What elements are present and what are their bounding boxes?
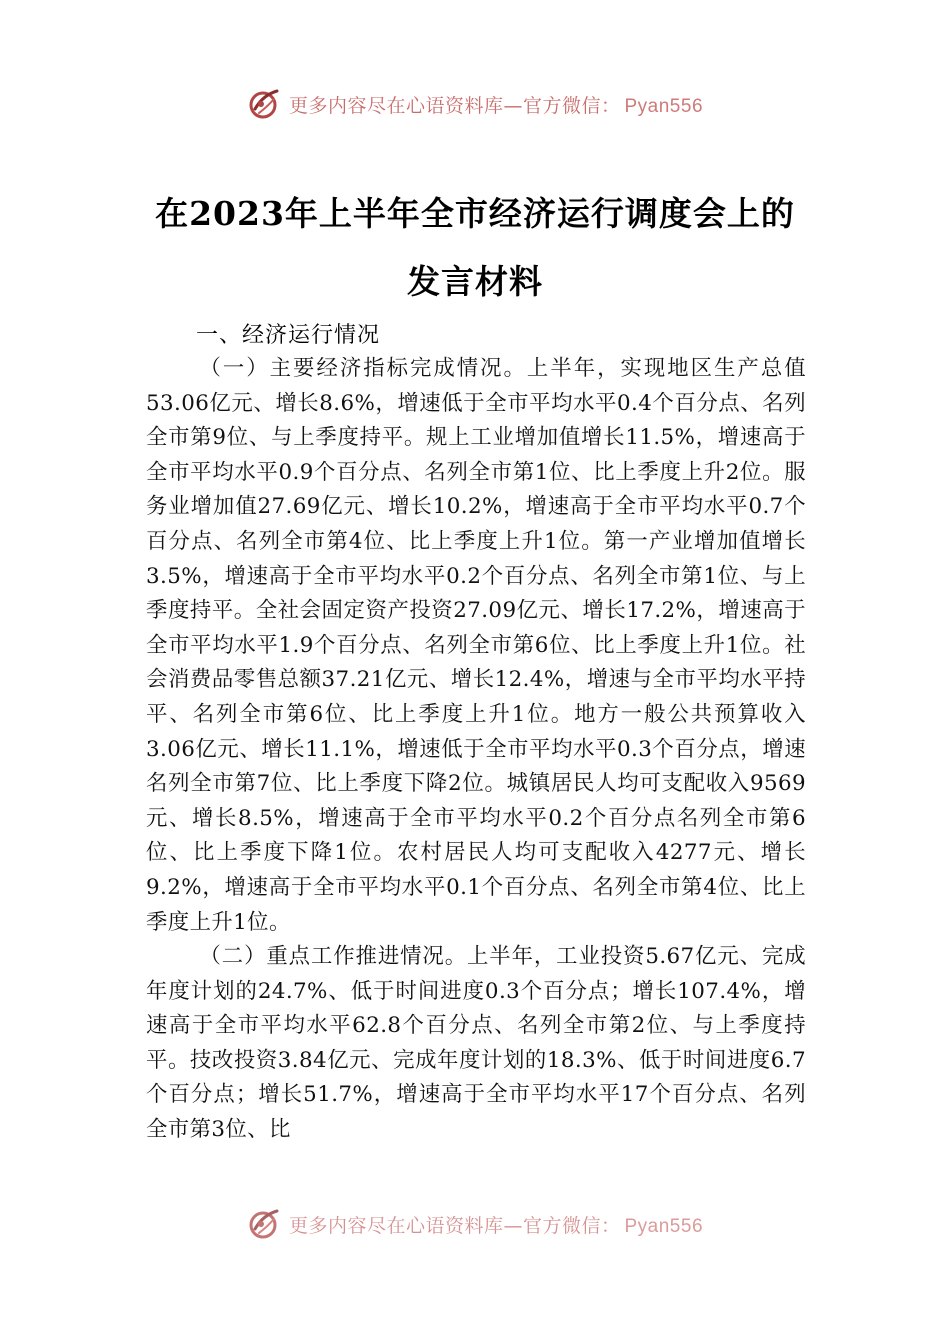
watermark-wechat-id: Pyan556 — [624, 1215, 704, 1237]
watermark-label: 更多内容尽在心语资料库—官方微信： — [288, 94, 621, 117]
watermark-label: 更多内容尽在心语资料库—官方微信： — [288, 1214, 621, 1237]
paragraph-main-indicators: （一）主要经济指标完成情况。上半年，实现地区生产总值53.06亿元、增长8.6%，增速低于全市平均水平0.4个百分点、名列全市第9位、与上季度持平。规上工业增加值增长11.5%，增速高于全市平均水平0.9个百分点、名列全市第1位、比上季度上升2位。服务业增加值27.69亿元、增长10.2%，增速高于全市平均水平0.7个百分点、名列全市第4位、比上季度上升1位。第一产业增加值增长3.5%，增速高于全市平均水平0.2个百分点、名列全市第1位、与上季度持平。全社会固定资产投资27.09亿元、增长17.2%，增速高于全市平均水平1.9个百分点、名列全市第6位、比上季度上升1位。社会消费品零售总额37.21亿元、增长12.4%，增速与全市平均水平持平、名列全市第6位、比上季度上升1位。地方一般公共预算收入3.06亿元、增长11.1%，增速低于全市平均水平0.3个百分点，增速名列全市第7位、比上季度下降2位。城镇居民人均可支配收入9569元、增长8.5%，增速高于全市平均水平0.2个百分点名列全市第6位、比上季度下降1位。农村居民人均可支配收入4277元、增长9.2%，增速高于全市平均水平0.1个百分点、名列全市第4位、比上季度上升1位。 — [146, 356, 806, 935]
watermark-text — [289, 1211, 703, 1238]
document-title-line-1: 在2023年上半年全市经济运行调度会上的 — [155, 194, 795, 233]
calligraphy-seal-icon — [247, 87, 283, 121]
watermark-text — [289, 91, 703, 118]
watermark-header — [0, 84, 950, 124]
document-body — [146, 352, 806, 1148]
section-heading: 一、经济运行情况 — [196, 323, 381, 348]
document-title-line-2: 发言材料 — [407, 262, 543, 301]
calligraphy-seal-icon — [247, 1207, 283, 1241]
watermark-wechat-id: Pyan556 — [624, 95, 704, 117]
paragraph-key-work: （二）重点工作推进情况。上半年，工业投资5.67亿元、完成年度计划的24.7%、低于时间进度0.3个百分点；增长107.4%，增速高于全市平均水平62.8个百分点、名列全市第2位、与上季度持平。技改投资3.84亿元、完成年度计划的18.3%、低于时间进度6.7个百分点；增长51.7%，增速高于全市平均水平17个百分点、名列全市第3位、比 — [146, 944, 806, 1143]
watermark-footer — [0, 1206, 950, 1242]
